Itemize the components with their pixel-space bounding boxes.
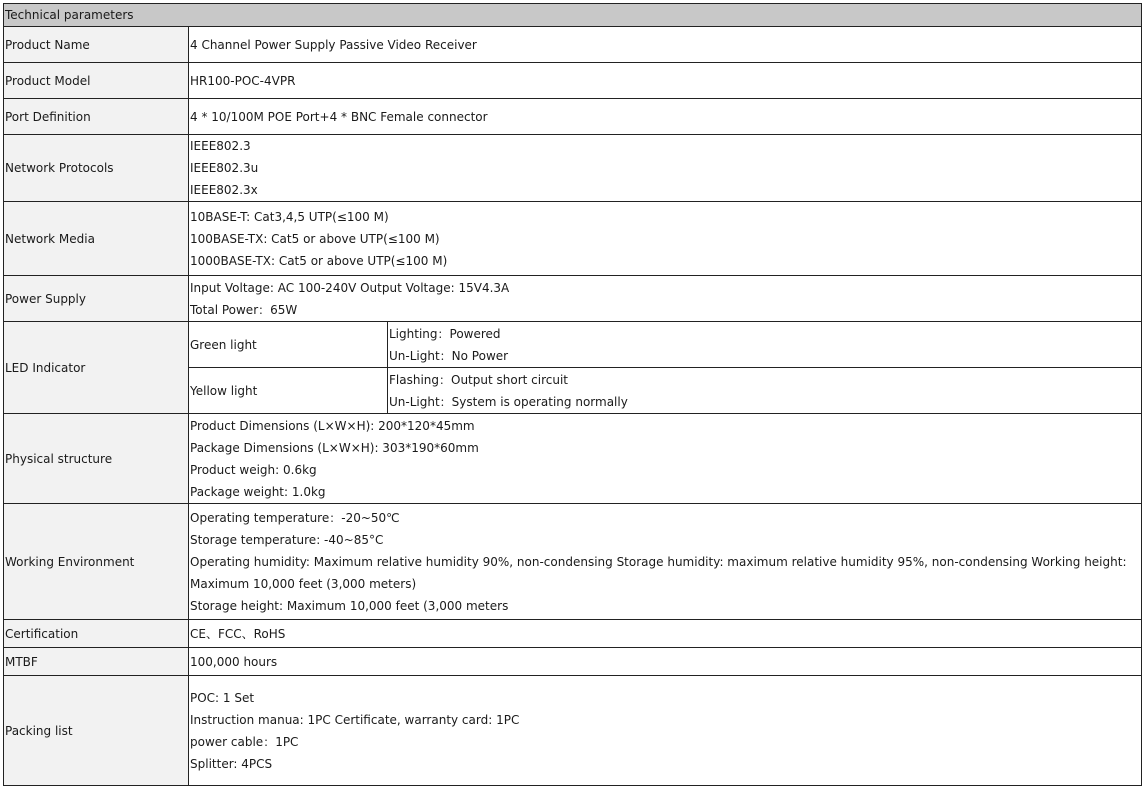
value-line: IEEE802.3x	[190, 183, 258, 197]
value-line: Package weight: 1.0kg	[190, 484, 326, 499]
value-line: Storage temperature: -40~85°C	[190, 532, 384, 547]
row-label: Network Protocols	[4, 135, 189, 202]
led-name-green: Green light	[189, 322, 388, 368]
row-label: Network Media	[4, 202, 189, 276]
value-line: Lighting：Powered	[389, 326, 501, 341]
row-port-definition	[4, 99, 1142, 135]
row-value	[189, 676, 1142, 786]
value-line: 10BASE-T: Cat3,4,5 UTP(≤100 M)	[190, 209, 389, 224]
value-line: Product weigh: 0.6kg	[190, 462, 317, 477]
value-line: Instruction manua: 1PC Certificate, warranty card: 1PC	[190, 712, 520, 727]
row-value: CE、FCC、RoHS	[189, 620, 1142, 648]
table-title: Technical parameters	[4, 4, 1142, 27]
value-line: Splitter: 4PCS	[190, 756, 273, 771]
row-value: 100,000 hours	[189, 648, 1142, 676]
value-line: IEEE802.3u	[190, 161, 259, 175]
row-value	[189, 276, 1142, 322]
led-name-yellow: Yellow light	[189, 368, 388, 414]
row-label: Product Name	[4, 27, 189, 63]
row-value	[189, 414, 1142, 504]
value-line: Input Voltage: AC 100-240V Output Voltage: 15V4.3A	[190, 280, 510, 295]
value-line: IEEE802.3	[190, 139, 251, 153]
row-value	[189, 135, 1142, 202]
value-line: 1000BASE-TX: Cat5 or above UTP(≤100 M)	[190, 253, 448, 268]
row-power-supply	[4, 276, 1142, 322]
row-label: Power Supply	[4, 276, 189, 322]
value-line: Flashing：Output short circuit	[389, 372, 568, 387]
row-value: 4 * 10/100M POE Port+4 * BNC Female connector	[189, 99, 1142, 135]
row-product-name	[4, 27, 1142, 63]
row-label: Product Model	[4, 63, 189, 99]
row-value	[189, 504, 1142, 620]
row-led-indicator	[4, 322, 1142, 368]
row-label: Packing list	[4, 676, 189, 786]
row-physical-structure	[4, 414, 1142, 504]
value-line: Total Power：65W	[190, 302, 298, 317]
row-working-environment	[4, 504, 1142, 620]
value-line: Package Dimensions (L×W×H): 303*190*60mm	[190, 440, 479, 455]
row-certification	[4, 620, 1142, 648]
value-line: Operating temperature：-20~50℃	[190, 510, 400, 525]
row-label: LED Indicator	[4, 322, 189, 414]
value-line: power cable：1PC	[190, 734, 299, 749]
row-value: HR100-POC-4VPR	[189, 63, 1142, 99]
led-status-green	[388, 322, 1142, 368]
row-value	[189, 202, 1142, 276]
value-line: Un-Light：System is operating normally	[389, 394, 628, 409]
row-mtbf	[4, 648, 1142, 676]
row-label: Port Definition	[4, 99, 189, 135]
value-line: Un-Light：No Power	[389, 348, 509, 363]
value-line: 100BASE-TX: Cat5 or above UTP(≤100 M)	[190, 231, 440, 246]
row-network-media	[4, 202, 1142, 276]
value-line: Operating humidity: Maximum relative humidity 90%, non-condensing Storage humidity: maximum relative humidity 95%, non-condensing Working height: Maximum 10,000 feet (3,000 meters)	[190, 554, 1127, 591]
value-line: POC: 1 Set	[190, 690, 255, 705]
value-line: Product Dimensions (L×W×H): 200*120*45mm	[190, 418, 475, 433]
value-line: Storage height: Maximum 10,000 feet (3,000 meters	[190, 598, 509, 613]
row-label: Physical structure	[4, 414, 189, 504]
row-product-model	[4, 63, 1142, 99]
row-label: Working Environment	[4, 504, 189, 620]
table-header-row	[4, 4, 1142, 27]
row-packing-list	[4, 676, 1142, 786]
row-label: Certification	[4, 620, 189, 648]
row-network-protocols	[4, 135, 1142, 202]
technical-parameters-table	[3, 3, 1142, 786]
row-value: 4 Channel Power Supply Passive Video Receiver	[189, 27, 1142, 63]
led-status-yellow	[388, 368, 1142, 414]
row-label: MTBF	[4, 648, 189, 676]
